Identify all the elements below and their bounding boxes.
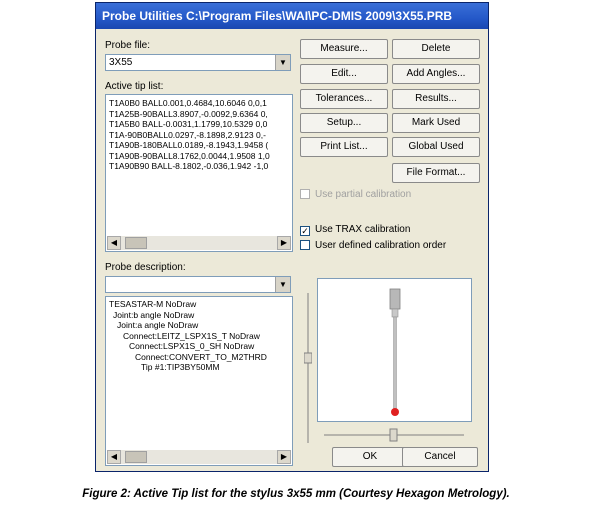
vertical-slider-track[interactable] xyxy=(304,293,312,443)
results-button[interactable]: Results... xyxy=(392,89,480,109)
mark-used-button[interactable]: Mark Used xyxy=(392,113,480,133)
figure-caption: Figure 2: Active Tip list for the stylus 3x55 mm (Courtesy Hexagon Metrology). xyxy=(82,488,510,500)
chevron-down-icon[interactable]: ▼ xyxy=(275,55,290,70)
tip-list-item[interactable]: T1A90B-90BALL8.1762,0.0044,1.9508 1,0 xyxy=(109,150,270,161)
tip-list-item[interactable]: T1A5B0 BALL-0.0031,1.1799,10.5329 0,0 xyxy=(109,119,268,129)
setup-button[interactable]: Setup... xyxy=(300,113,388,133)
edit-button[interactable]: Edit... xyxy=(300,64,388,84)
partial-calibration-label: Use partial calibration xyxy=(315,189,412,200)
probe-description-label: Probe description: xyxy=(105,262,186,273)
probe-file-value: 3X55 xyxy=(109,57,133,68)
probe-file-label: Probe file: xyxy=(105,40,151,51)
scroll-left-icon[interactable]: ◀ xyxy=(107,236,121,250)
tip-list-item[interactable]: T1A90B-180BALL0.0189,-8.1943,1.9458 ( xyxy=(109,140,269,150)
description-tree-item[interactable]: Tip #1:TIP3BY50MM xyxy=(141,362,220,372)
description-tree-item[interactable]: Connect:LSPX1S_0_SH NoDraw xyxy=(129,341,255,351)
add-angles-button[interactable]: Add Angles... xyxy=(392,64,480,84)
scroll-right-icon[interactable]: ▶ xyxy=(277,450,291,464)
global-used-button[interactable]: Global Used xyxy=(392,137,480,157)
checkbox-icon[interactable] xyxy=(300,240,310,250)
user-order-label: User defined calibration order xyxy=(315,240,447,251)
probe-file-select[interactable] xyxy=(105,54,291,71)
active-tip-list[interactable] xyxy=(105,94,293,252)
measure-button[interactable]: Measure... xyxy=(300,39,388,59)
stylus-icon xyxy=(318,279,471,421)
scroll-left-icon[interactable]: ◀ xyxy=(107,450,121,464)
ok-button[interactable]: OK xyxy=(332,447,408,467)
scroll-right-icon[interactable]: ▶ xyxy=(277,236,291,250)
print-list-button[interactable]: Print List... xyxy=(300,137,388,157)
chevron-down-icon[interactable]: ▼ xyxy=(275,277,290,292)
window-title: Probe Utilities C:\Program Files\WAI\PC-DMIS 2009\3X55.PRB xyxy=(96,3,488,29)
rotation-horizontal-slider[interactable] xyxy=(324,428,464,442)
delete-button[interactable]: Delete xyxy=(392,39,480,59)
checkbox-icon[interactable] xyxy=(300,189,310,199)
user-order-checkbox[interactable] xyxy=(300,240,446,251)
trax-calibration-checkbox[interactable] xyxy=(300,224,410,236)
probe-description-tree[interactable] xyxy=(105,296,293,466)
active-tip-list-label: Active tip list: xyxy=(105,81,164,92)
description-hscrollbar[interactable] xyxy=(107,450,291,464)
trax-calibration-label: Use TRAX calibration xyxy=(315,224,411,235)
tip-list-item[interactable]: T1A25B-90BALL3.8907,-0.0092,9.6364 0, xyxy=(109,108,268,119)
partial-calibration-checkbox[interactable] xyxy=(300,189,411,200)
description-tree-item[interactable]: Joint:b angle NoDraw xyxy=(113,309,195,320)
description-tree-item[interactable]: TESASTAR-M NoDraw xyxy=(109,299,197,309)
description-tree-item[interactable]: Joint:a angle NoDraw xyxy=(117,320,199,330)
file-format-button[interactable]: File Format... xyxy=(392,163,480,183)
scroll-thumb[interactable] xyxy=(125,237,147,249)
tip-list-hscrollbar[interactable] xyxy=(107,236,291,250)
tolerances-button[interactable]: Tolerances... xyxy=(300,89,388,109)
description-tree-item[interactable]: Connect:LEITZ_LSPX1S_T NoDraw xyxy=(123,330,260,341)
tip-list-item[interactable]: T1A90B90 BALL-8.1802,-0.036,1.942 -1,0 xyxy=(109,161,269,171)
probe-utilities-window xyxy=(95,2,489,472)
probe-description-select[interactable] xyxy=(105,276,291,293)
scroll-thumb[interactable] xyxy=(125,451,147,463)
cancel-button[interactable]: Cancel xyxy=(402,447,478,467)
rotation-vertical-slider[interactable] xyxy=(304,293,312,443)
checkmark-icon[interactable]: ✓ xyxy=(301,226,309,236)
tip-list-item[interactable]: T1A0B0 BALL0.001,0.4684,10.6046 0,0,1 xyxy=(109,98,267,108)
description-tree-item[interactable]: Connect:CONVERT_TO_M2THRD xyxy=(135,351,267,362)
tip-list-item[interactable]: T1A-90B0BALL0.0297,-8.1898,2.9123 0,- xyxy=(109,129,266,140)
probe-preview[interactable] xyxy=(317,278,472,422)
